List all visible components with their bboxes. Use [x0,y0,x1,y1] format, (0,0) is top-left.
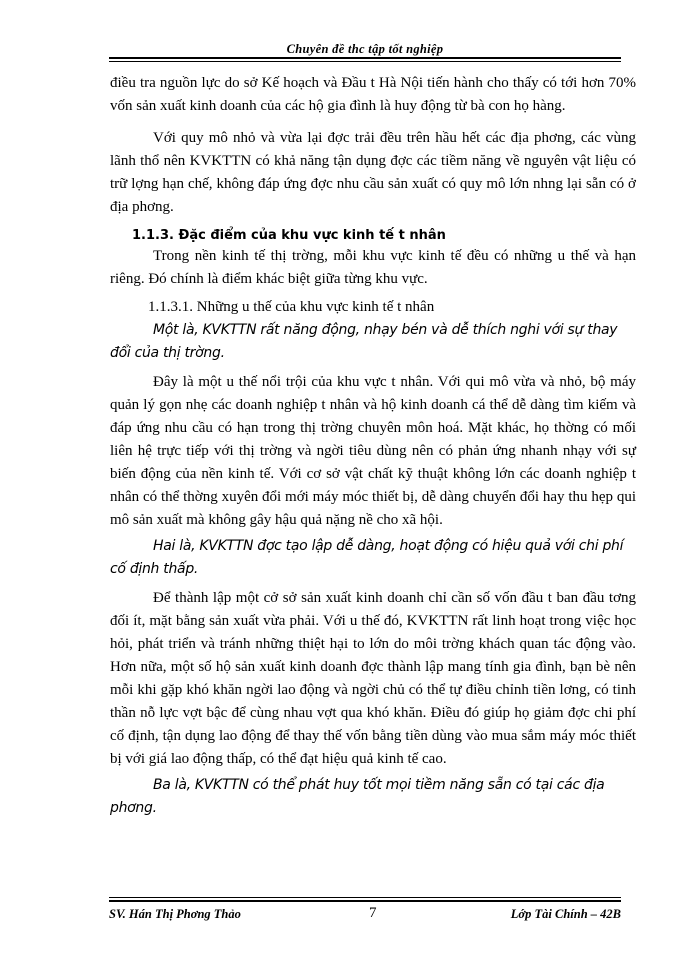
paragraph-market-economy: Trong nền kinh tế thị trờng, mỗi khu vực kinh tế đều có những u thế và hạn riêng. Đó chính là điểm khác biệt giữa từng khu vực. [110,248,636,287]
section-heading-1-1-3-1: 1.1.3.1. Những u thế của khu vực kinh tế t nhân [148,299,435,315]
paragraph-intro-continuation: điều tra nguồn lực do sở Kế hoạch và Đầu t Hà Nội tiến hành cho thấy có tới hơn 70% vốn sản xuất kinh doanh của các hộ gia đình là huy động từ bà con họ hàng. [110,75,636,114]
page-number: 7 [369,905,377,921]
header-title: Chuyên đề thc tập tốt nghiệp [286,42,444,56]
paragraph-dynamic-advantage: Đây là một u thế nổi trội của khu vực t nhân. Với qui mô vừa và nhỏ, bộ máy quản lý gọn nhẹ các doanh nghiệp t nhân và hộ kinh doanh cá thể dễ dàng tìm kiếm và đáp ứng nhu cầu có hạn trong thị trờng chuyên môn hoá. Mặt khác, họ thờng có mối liên hệ trực tiếp với thị trờng và ngời tiêu dùng nên có phản ứng nhanh nhạy với sự biến động của nền kinh tế. Với cơ sở vật chất kỹ thuật không lớn các doanh nghiệp t nhân có thể thờng xuyên đổi mới máy móc thiết bị, dễ dàng chuyển đổi hay thu hẹp qui mô sản xuất mà không gây hậu quả nặng nề cho xã hội. [110,374,636,528]
italic-point-one: Một là, KVKTTN rất năng động, nhạy bén và dễ thích nghi với sự thay đổi của thị trờng. [110,322,618,361]
document-body [110,72,636,826]
footer-rule-thin [109,897,621,898]
italic-point-two: Hai là, KVKTTN đợc tạo lập dễ dàng, hoạt động có hiệu quả với chi phí cố định thấp. [110,538,624,577]
paragraph-low-cost-advantage: Để thành lập một cở sở sản xuất kinh doanh chỉ cần số vốn đầu t ban đầu tơng đối ít, mặt bằng sản xuất vừa phải. Với u thế đó, KVKTTN rất linh hoạt trong việc học hỏi, phát triển và tránh những thiệt hại to lớn do môi trờng khách quan tác động vào. Hơn nữa, một số hộ sản xuất kinh doanh đợc thành lập mang tính gia đình, bạn bè nên mỗi khi gặp khó khăn ngời lao động và ngời chủ có thể tự điều chỉnh tiền lơng, có tinh thần nỗ lực vợt bậc để cùng nhau vợt qua khó khăn. Điều đó giúp họ giảm đợc chi phí cố định, tận dụng lao động để thay thế vốn bằng tiền dùng vào mua sắm máy móc thiết bị với giá lao động thấp, có thể đạt hiệu quả kinh tế cao. [110,590,636,767]
header-rule-thin [109,61,621,62]
page-header [109,38,621,60]
italic-point-three: Ba là, KVKTTN có thể phát huy tốt mọi tiềm năng sẵn có tại các địa phơng. [110,777,605,816]
footer-author: SV. Hán Thị Phơng Thảo [109,907,241,921]
footer-class: Lớp Tài Chính – 42B [510,907,621,921]
paragraph-scale-advantage: Với quy mô nhỏ và vừa lại đợc trải đều trên hầu hết các địa phơng, các vùng lãnh thổ nên KVKTTN có khả năng tận dụng đợc các tiềm năng về nguyên vật liệu có trữ lợng hạn chế, không đáp ứng đợc nhu cầu sản xuất có quy mô lớn nhng lại sẵn có ở địa phơng. [110,130,636,215]
footer-rule-thick [109,900,621,902]
page-footer [109,897,621,927]
section-heading-1-1-3: 1.1.3. Đặc điểm của khu vực kinh tế t nhân [132,228,446,243]
header-rule-thick [109,57,621,59]
